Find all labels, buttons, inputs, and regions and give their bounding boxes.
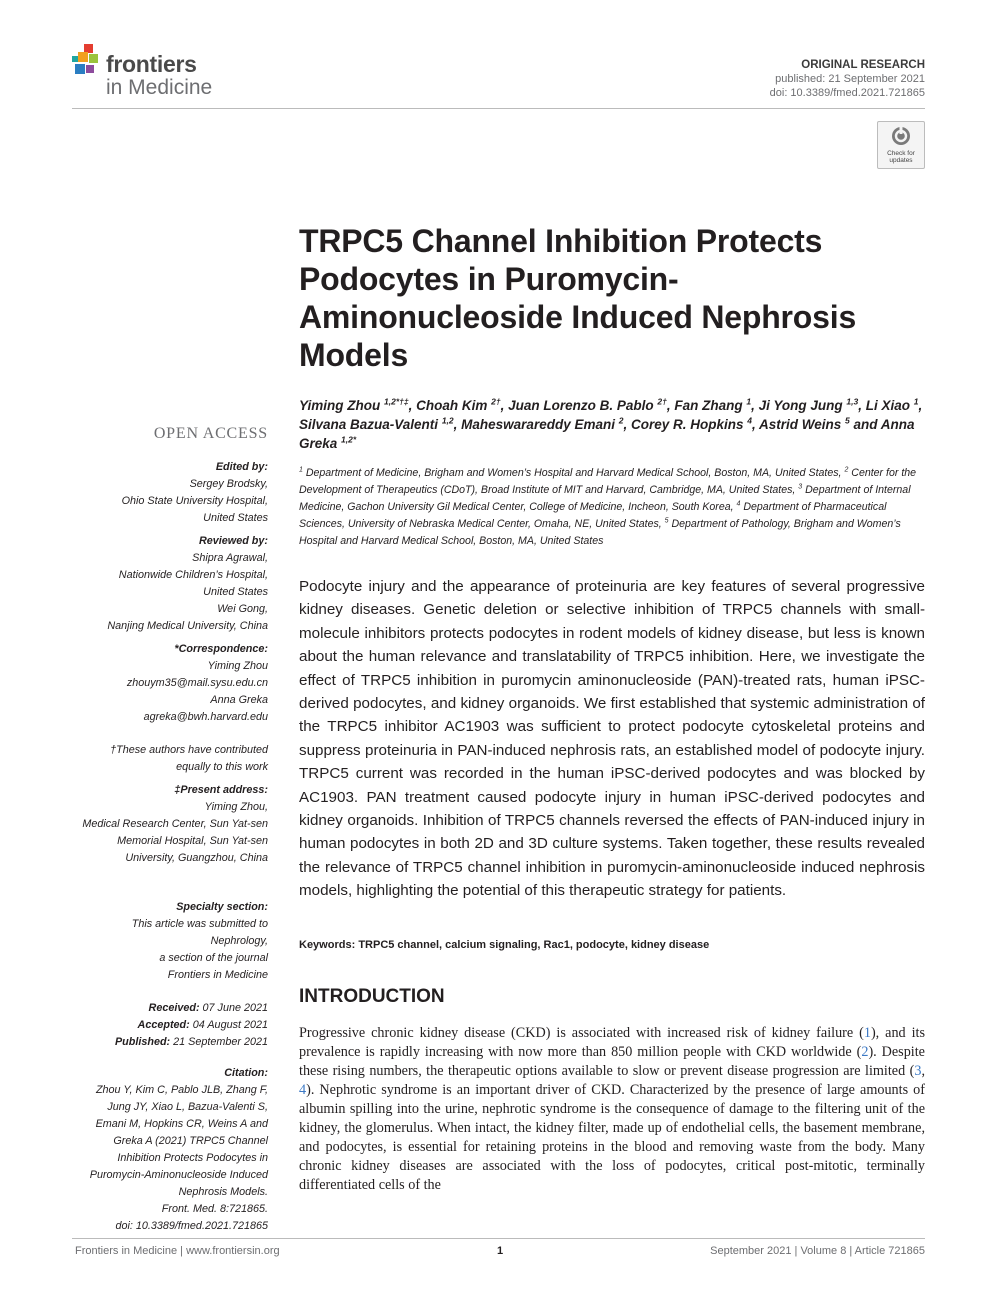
reviewer-line: Wei Gong, <box>217 603 268 615</box>
edited-by-heading: Edited by: <box>215 461 268 473</box>
introduction-text: Progressive chronic kidney disease (CKD) is associated with increased risk of kidney failure (1), and its prevalence is rapidly increasing with now more than 850 million people with CKD worldwide (2). Despite these rising numbers, the therapeutic options available to slow or prevent disease progression are limited (3, 4). Nephrotic syndrome is an important driver of CKD. Characterized by the presence of large amounts of albumin spilling into the urine, nephrotic syndrome is the consequence of damage to the filtering unit of the kidney, the glomerulus. When intact, the kidney filter, made up of endothelial cells, the basement membrane, and podocytes, is essential for retaining proteins in the blood and removing waste from the body. Many chronic kidney diseases are associated with the loss of podocytes, critical post-mitotic, terminally differentiated cells of the <box>299 1025 925 1193</box>
footer-issue-info: September 2021 | Volume 8 | Article 721865 <box>710 1245 925 1257</box>
specialty-line: Frontiers in Medicine <box>167 969 268 981</box>
correspondence-heading: *Correspondence: <box>174 643 268 655</box>
author-affiliation-marker: 2 <box>618 415 624 426</box>
citation-line: Front. Med. 8:721865. <box>161 1203 268 1215</box>
accepted-date: Accepted: 04 August 2021 <box>137 1019 268 1031</box>
author-name[interactable]: Li Xiao <box>865 398 914 413</box>
received-date: Received: 07 June 2021 <box>148 1002 268 1014</box>
reviewer-line: Nationwide Children’s Hospital, <box>118 569 268 581</box>
correspondence-email[interactable]: agreka@bwh.harvard.edu <box>143 711 268 723</box>
page-number: 1 <box>496 1245 504 1257</box>
check-updates-icon <box>891 126 911 148</box>
present-address-line: Memorial Hospital, Sun Yat-sen <box>117 835 268 847</box>
affiliation-text: Department of Internal Medicine, Gachon University Gil Medical Center, College of Medicine, Incheon, South Korea, <box>299 484 911 513</box>
affiliation-text: Department of Pathology, Brigham and Women’s Hospital and Harvard Medical School, Boston, MA, United States <box>299 518 901 547</box>
author-name[interactable]: Maheswarareddy Emani <box>461 417 619 432</box>
correspondence-email[interactable]: zhouym35@mail.sysu.edu.cn <box>126 677 268 689</box>
author-affiliation-marker: 1,2*†‡ <box>384 396 409 407</box>
citation-line: Zhou Y, Kim C, Pablo JLB, Zhang F, <box>95 1084 268 1096</box>
author-affiliation-marker: 4 <box>747 415 752 426</box>
specialty-line: a section of the journal <box>159 952 268 964</box>
author-name[interactable]: Yiming Zhou <box>299 398 384 413</box>
author-affiliation-marker: 1,2 <box>441 415 454 426</box>
author-name[interactable]: Astrid Weins <box>759 417 846 432</box>
affiliation-number: 4 <box>736 500 741 508</box>
author-name[interactable]: Ji Yong Jung <box>758 398 847 413</box>
reviewer-line: Shipra Agrawal, <box>192 552 268 564</box>
reference-link[interactable]: 4 <box>299 1082 307 1098</box>
citation-doi[interactable]: doi: 10.3389/fmed.2021.721865 <box>115 1220 268 1232</box>
contribution-note: †These authors have contributed <box>110 744 268 756</box>
citation-line: Puromycin-Aminonucleoside Induced <box>89 1169 268 1181</box>
keywords-label: Keywords: <box>299 939 356 951</box>
affiliation-number: 2 <box>844 466 849 474</box>
author-name[interactable]: Choah Kim <box>416 398 492 413</box>
specialty-heading: Specialty section: <box>176 901 268 913</box>
author-affiliation-marker: 1 <box>746 396 752 407</box>
contribution-note: equally to this work <box>176 761 268 773</box>
introduction-heading: INTRODUCTION <box>299 986 445 1007</box>
reference-link[interactable]: 2 <box>861 1044 869 1060</box>
affiliation-number: 1 <box>299 466 303 474</box>
reference-link[interactable]: 1 <box>863 1025 871 1041</box>
journal-brand: frontiers <box>106 51 197 77</box>
footer-journal-link[interactable]: Frontiers in Medicine | www.frontiersin.org <box>75 1245 280 1257</box>
affiliation-number: 3 <box>798 483 803 491</box>
journal-logo[interactable] <box>72 42 272 102</box>
check-for-updates-button[interactable] <box>877 121 925 169</box>
footer-divider <box>72 1238 925 1239</box>
citation-line: Jung JY, Xiao L, Bazua-Valenti S, <box>107 1101 268 1113</box>
check-updates-line-1: Check for <box>887 150 915 157</box>
citation-line: Nephrosis Models. <box>178 1186 268 1198</box>
article-info-sidebar <box>60 459 268 1235</box>
doi-link[interactable]: doi: 10.3389/fmed.2021.721865 <box>769 87 925 99</box>
affiliation-number: 5 <box>664 517 669 525</box>
frontiers-logo-icon <box>72 44 106 80</box>
affiliation-text: Department of Pharmaceutical Sciences, University of Nebraska Medical Center, Omaha, NE, United States, <box>299 501 887 530</box>
keywords <box>299 939 925 951</box>
open-access-label: OPEN ACCESS <box>153 425 268 442</box>
author-list: Yiming Zhou $^{1,2*\dagger\ddagger}$, Choah Kim $^{2\dagger}$, Juan Lorenzo B. Pablo $^{2\dagger}$, Fan Zhang $^1$, Ji Yong Jung $^{1,3}$, Li Xiao $^1$, Silvana Bazua-Valenti $^{1,2}$, Maheswarareddy Emani $^2$, Corey R. Hopkins $^4$, Astrid Weins $^5$ and Anna Greka $^{1,2*}$ <box>299 396 923 451</box>
affiliation-list <box>299 465 929 550</box>
correspondence-name: Anna Greka <box>210 694 268 706</box>
specialty-line: This article was submitted to <box>131 918 268 930</box>
abstract-text: Podocyte injury and the appearance of proteinuria are key features of several progressive kidney diseases. Genetic deletion or selective inhibition of TRPC5 channels with small-molecule inhibitors protects podocytes in rodent models of kidney disease, but less is known about the human relevance and translatability of TRPC5 inhibition. Here, we investigate the effect of TRPC5 inhibition in puromycin aminonucleoside (PAN)-treated rats, human iPSC-derived podocytes, and kidney organoids. We first established that systemic administration of the TRPC5 inhibitor AC1903 was sufficient to protect podocyte cytoskeletal proteins and suppress proteinuria in PAN-induced nephrosis rats, an established model of podocyte injury. TRPC5 current was recorded in the human iPSC-derived podocytes and was blocked by AC1903. PAN treatment caused podocyte injury in human iPSC-derived podocytes and kidney organoids. Inhibition of TRPC5 channels reversed the effects of PAN-induced injury in human podocytes in both 2D and 3D culture systems. Taken together, these results revealed the relevance of TRPC5 channel inhibition in puromycin-aminonucleoside induced nephrosis models, highlighting the potential of this therapeutic strategy for patients. <box>299 578 925 900</box>
author-name[interactable]: Corey R. Hopkins <box>630 417 748 432</box>
editor-line: Ohio State University Hospital, <box>121 495 268 507</box>
citation-heading: Citation: <box>224 1067 268 1079</box>
keywords-list: TRPC5 channel, calcium signaling, Rac1, podocyte, kidney disease <box>358 939 710 951</box>
reviewer-line: United States <box>203 586 268 598</box>
present-address-line: Medical Research Center, Sun Yat-sen <box>82 818 268 830</box>
check-updates-line-2: updates <box>889 157 913 164</box>
journal-name: in Medicine <box>106 76 213 99</box>
correspondence-name: Yiming Zhou <box>207 660 268 672</box>
author-affiliation-marker: 2† <box>491 396 501 407</box>
author-name[interactable]: Silvana Bazua-Valenti <box>299 417 442 432</box>
affiliation-text: Department of Medicine, Brigham and Women’s Hospital and Harvard Medical School, Boston, MA, United States, <box>302 467 845 479</box>
author-affiliation-marker: 2† <box>657 396 667 407</box>
citation-line: Inhibition Protects Podocytes in <box>117 1152 268 1164</box>
author-name[interactable]: Fan Zhang <box>674 398 747 413</box>
present-address-line: Yiming Zhou, <box>204 801 268 813</box>
author-affiliation-marker: 1 <box>913 396 919 407</box>
author-affiliation-marker: 5 <box>845 415 850 426</box>
present-address-heading: ‡Present address: <box>174 784 268 796</box>
article-type: ORIGINAL RESEARCH <box>801 59 925 71</box>
published-date: published: 21 September 2021 <box>775 73 925 85</box>
reviewed-by-heading: Reviewed by: <box>198 535 268 547</box>
article-meta <box>770 58 925 100</box>
author-name[interactable]: Anna Greka <box>299 417 915 451</box>
affiliation-text: Center for the Development of Therapeutics (CDoT), Broad Institute of MIT and Harvard, Cambridge, MA, United States, <box>299 467 917 496</box>
article-title: TRPC5 Channel Inhibition Protects Podocytes in Puromycin-Aminonucleoside Induced Nephrosis Models <box>299 223 857 373</box>
editor-line: United States <box>203 512 268 524</box>
citation-line: Greka A (2021) TRPC5 Channel <box>113 1135 268 1147</box>
editor-line: Sergey Brodsky, <box>189 478 268 490</box>
published-date-sidebar: Published: 21 September 2021 <box>114 1036 268 1048</box>
citation-line: Emani M, Hopkins CR, Weins A and <box>95 1118 268 1130</box>
author-name[interactable]: Juan Lorenzo B. Pablo <box>508 398 658 413</box>
reference-link[interactable]: 3 <box>914 1063 922 1079</box>
reviewer-line: Nanjing Medical University, China <box>107 620 268 632</box>
header-divider <box>72 108 925 109</box>
author-affiliation-marker: 1,2* <box>341 434 357 445</box>
author-affiliation-marker: 1,3 <box>846 396 859 407</box>
specialty-line: Nephrology, <box>210 935 268 947</box>
present-address-line: University, Guangzhou, China <box>125 852 268 864</box>
